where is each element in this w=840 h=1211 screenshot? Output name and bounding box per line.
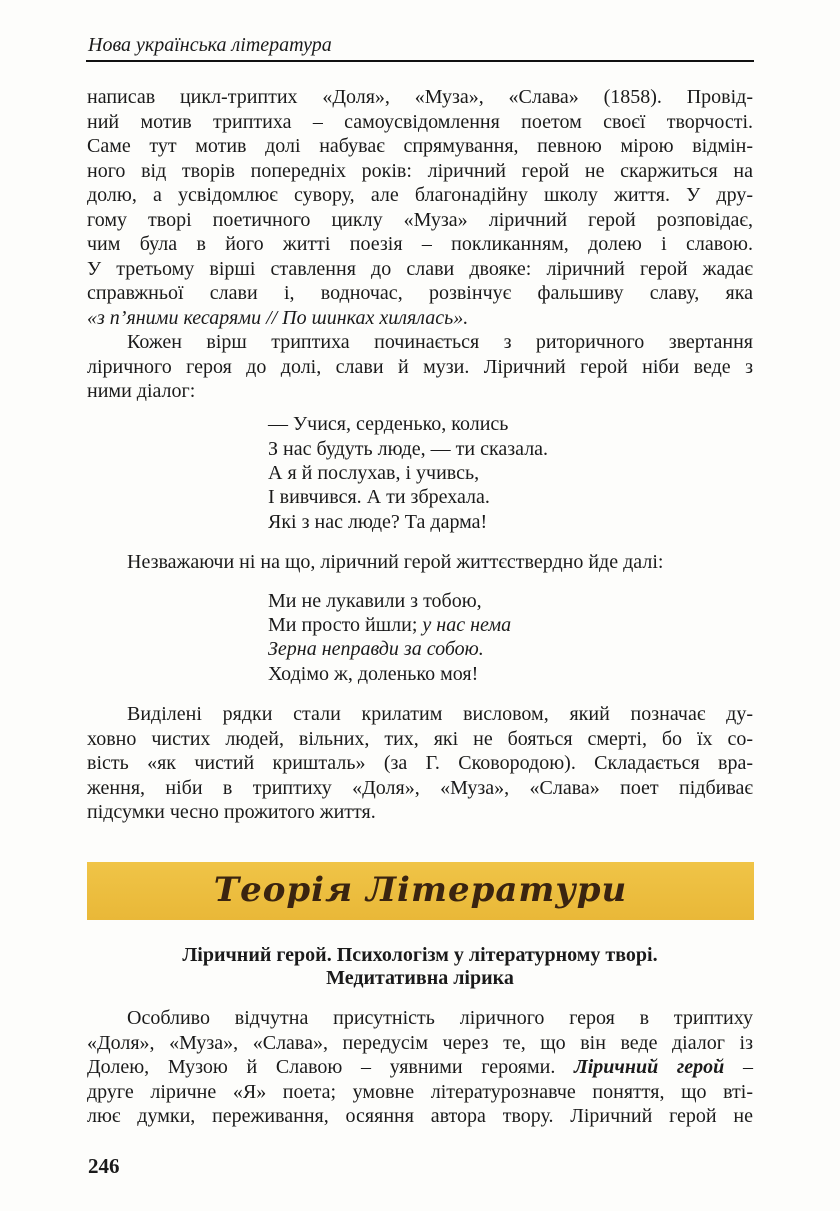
- text-line: написав цикл-триптих «Доля», «Муза», «Слава» (1858). Провід-: [87, 86, 753, 108]
- poem-text: Ми просто йшли;: [268, 614, 423, 636]
- page-number: 246: [88, 1154, 120, 1178]
- text-line: підсумки чесно прожитого життя.: [87, 801, 376, 823]
- text-line: ними діалог:: [87, 380, 196, 402]
- text-line: Виділені рядки стали крилатим висловом, який позначає ду-: [127, 703, 753, 725]
- text-line: Кожен вірш триптиха починається з риторичного звертання: [127, 331, 753, 353]
- text-line: ний мотив триптиха – самоусвідомлення поетом своєї творчості.: [87, 111, 753, 133]
- poem-italic-text: у нас нема: [422, 614, 512, 636]
- poem-line: З нас будуть люде, — ти сказала.: [268, 438, 549, 460]
- header-rule: [86, 60, 754, 62]
- text-line: Саме тут мотив долі набуває спрямування, певною мірою відмін-: [87, 135, 753, 157]
- text-line: ховно чистих людей, вільних, тих, які не бояться смерті, бо їх со-: [87, 728, 753, 750]
- theory-banner: [87, 862, 754, 920]
- poem-line: — Учися, серденько, колись: [268, 413, 509, 435]
- quote-line: «з п’яними кесарями // По шинках хилялась».: [87, 307, 469, 329]
- text-line: гому творі поетичного циклу «Муза» ліричний герой розповідає,: [87, 209, 753, 231]
- text-line: ліричного героя до долі, слави й музи. Ліричний герой ніби веде з: [87, 356, 753, 378]
- text-line: Незважаючи ні на що, ліричний герой життєствердно йде далі:: [127, 551, 664, 573]
- term: Ліричний герой: [574, 1056, 725, 1078]
- poem-line: І вивчився. А ти збрехала.: [268, 486, 490, 508]
- section-heading: Ліричний герой. Психологізм у літературному творі.: [182, 944, 658, 966]
- poem-line: Ходімо ж, доленько моя!: [268, 663, 479, 685]
- text-line: Особливо відчутна присутність ліричного героя в триптиху: [127, 1007, 753, 1029]
- text-line: справжньої слави і, водночас, розвінчує фальшиву славу, яка: [87, 282, 753, 304]
- text: Долею, Музою й Славою – уявними героями.: [87, 1056, 574, 1078]
- text-line: [87, 1055, 753, 1079]
- text-line: друге ліричне «Я» поета; умовне літературознавче поняття, що вті-: [87, 1081, 753, 1103]
- text-line: У третьому вірші ставлення до слави двояке: ліричний герой жадає: [87, 258, 753, 280]
- poem-line: Ми не лукавили з тобою,: [268, 590, 482, 612]
- banner-title: Теорія Літератури: [213, 870, 628, 910]
- text: –: [724, 1056, 753, 1078]
- text-line: лює думки, переживання, осяяння автора твору. Ліричний герой не: [87, 1105, 753, 1127]
- text-line: вість «як чистий кришталь» (за Г. Сковородою). Складається вра-: [87, 752, 753, 774]
- text-line: ного від творів попередніх років: ліричний герой не скаржиться на: [87, 160, 753, 182]
- text-line: ження, ніби в триптиху «Доля», «Муза», «Слава» поет підбиває: [87, 777, 753, 799]
- poem-line: [268, 613, 511, 637]
- poem-line: Зерна неправди за собою.: [268, 638, 484, 660]
- running-header: Нова українська література: [88, 34, 332, 56]
- text-line: долю, а усвідомлює сувору, але благонадійну школу життя. У дру-: [87, 184, 753, 206]
- text-line: чим була в його житті поезія – покликанням, долею і славою.: [87, 233, 753, 255]
- poem-line: А я й послухав, і учивсь,: [268, 462, 480, 484]
- section-heading: Медитативна лірика: [326, 967, 514, 989]
- poem-line: Які з нас люде? Та дарма!: [268, 511, 488, 533]
- text-line: «Доля», «Муза», «Слава», передусім через те, що він веде діалог із: [87, 1032, 753, 1054]
